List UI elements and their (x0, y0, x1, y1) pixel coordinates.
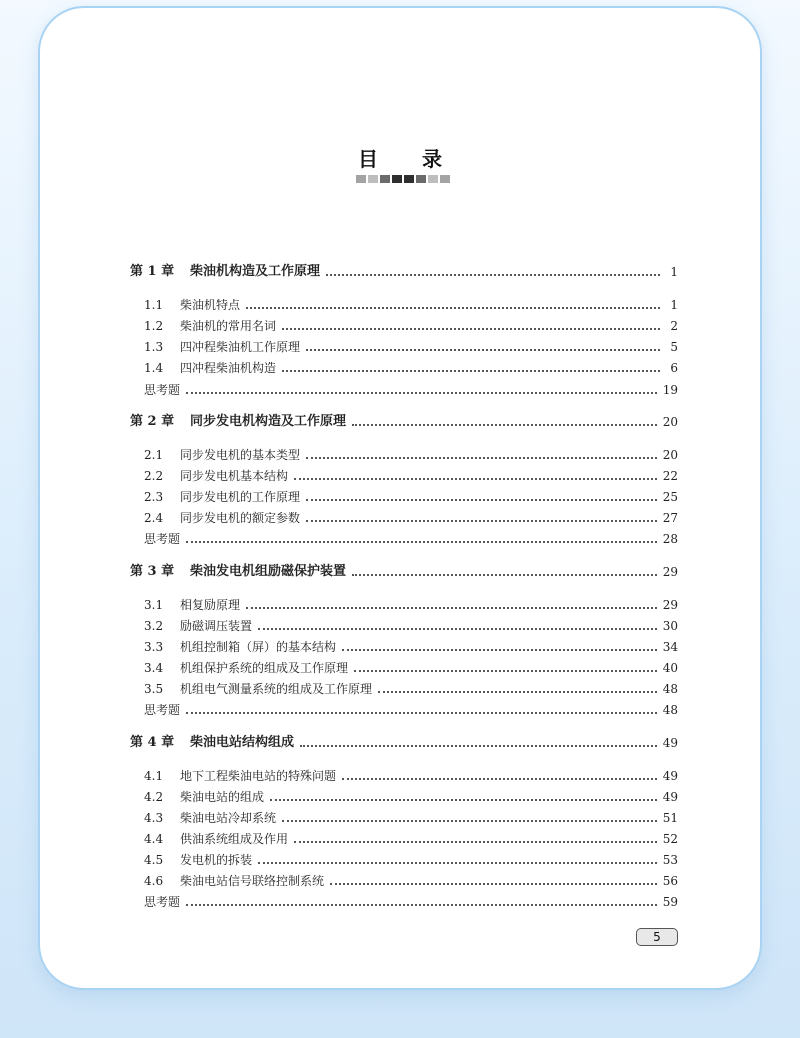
toc-section-row[interactable] (130, 848, 678, 868)
toc-section-row[interactable] (130, 335, 678, 355)
toc-section-row[interactable] (130, 443, 678, 463)
toc-entry-page: 29 (662, 598, 678, 612)
toc-dot-leader (186, 712, 657, 714)
toc-entry-title: 柴油机构造及工作原理 (190, 264, 321, 279)
toc-entry-number: 2.2 (144, 469, 164, 483)
toc-dot-leader (342, 778, 657, 780)
toc-entry-number: 第 4 章 (130, 735, 175, 750)
toc-entry-page: 49 (662, 790, 678, 804)
toc-entry-title: 同步发电机的工作原理 (180, 490, 301, 504)
toc-section-row[interactable] (130, 293, 678, 313)
toc-entry-page: 51 (662, 811, 678, 825)
toc-section-row[interactable] (130, 764, 678, 784)
toc-entry-number: 2.4 (144, 511, 164, 525)
toc-chapter-row[interactable] (130, 731, 678, 751)
toc-entry-number: 4.2 (144, 790, 164, 804)
toc-section-row[interactable] (130, 485, 678, 505)
toc-entry-number: 第 2 章 (130, 414, 175, 429)
toc-dot-leader (270, 799, 657, 801)
toc-entry-page: 48 (662, 703, 678, 717)
toc-section-row[interactable] (130, 593, 678, 613)
toc-entry-page: 56 (662, 874, 678, 888)
toc-entry-title: 柴油电站的组成 (180, 790, 265, 804)
toc-entry-title: 供油系统组成及作用 (180, 832, 289, 846)
toc-dot-leader (258, 628, 657, 630)
toc-entry-page: 1 (670, 298, 678, 312)
toc-entry-page: 20 (662, 448, 678, 462)
toc-entry-page: 5 (670, 340, 678, 354)
toc-section-row[interactable] (130, 356, 678, 376)
toc-entry-page: 49 (662, 736, 678, 750)
toc-entry-page: 19 (662, 383, 678, 397)
toc-section-row[interactable] (130, 656, 678, 676)
toc-chapter-row[interactable] (130, 560, 678, 580)
toc-entry-number: 3.3 (144, 640, 164, 654)
toc-entry-title: 思考题 (144, 895, 181, 909)
toc-entry-title: 相复励原理 (180, 598, 241, 612)
toc-dot-leader (306, 499, 657, 501)
toc-exercise-row[interactable] (130, 527, 678, 547)
toc-entry-title: 柴油电站信号联络控制系统 (180, 874, 325, 888)
toc-chapter-row[interactable] (130, 410, 678, 430)
toc-entry-number: 第 3 章 (130, 564, 175, 579)
toc-dot-leader (186, 541, 657, 543)
toc-dot-leader (282, 328, 660, 330)
toc-dot-leader (326, 274, 660, 276)
toc-entry-number: 4.3 (144, 811, 164, 825)
toc-entry-number: 1.4 (144, 361, 164, 375)
toc-dot-leader (246, 607, 657, 609)
toc-entry-page: 22 (662, 469, 678, 483)
toc-section-row[interactable] (130, 506, 678, 526)
toc-entry-page: 59 (662, 895, 678, 909)
toc-entry-page: 2 (670, 319, 678, 333)
toc-entry-page: 28 (662, 532, 678, 546)
toc-dot-leader (330, 883, 657, 885)
title-char-2: 录 (422, 147, 442, 171)
toc-entry-number: 3.5 (144, 682, 164, 696)
toc-entry-number: 1.3 (144, 340, 164, 354)
toc-entry-title: 机组电气测量系统的组成及工作原理 (180, 682, 373, 696)
page-number-badge: 5 (636, 928, 678, 946)
toc-entry-title: 思考题 (144, 383, 181, 397)
toc-entry-page: 40 (662, 661, 678, 675)
toc-entry-number: 4.1 (144, 769, 164, 783)
toc-dot-leader (282, 820, 657, 822)
toc-dot-leader (186, 904, 657, 906)
toc-section-row[interactable] (130, 314, 678, 334)
toc-dot-leader (352, 574, 657, 576)
toc-entry-number: 3.1 (144, 598, 164, 612)
toc-dot-leader (246, 307, 660, 309)
toc-entry-page: 27 (662, 511, 678, 525)
toc-entry-title: 思考题 (144, 703, 181, 717)
toc-entry-number: 4.5 (144, 853, 164, 867)
toc-entry-title: 四冲程柴油机构造 (180, 361, 277, 375)
toc-section-row[interactable] (130, 677, 678, 697)
toc-dot-leader (354, 670, 657, 672)
toc-dot-leader (352, 424, 657, 426)
title-ornament (356, 175, 450, 183)
toc-entry-page: 6 (670, 361, 678, 375)
toc-dot-leader (306, 457, 657, 459)
toc-entry-title: 同步发电机基本结构 (180, 469, 289, 483)
toc-dot-leader (306, 520, 657, 522)
toc-entry-number: 1.1 (144, 298, 164, 312)
toc-entry-number: 1.2 (144, 319, 164, 333)
toc-exercise-row[interactable] (130, 890, 678, 910)
toc-dot-leader (282, 370, 660, 372)
toc-entry-title: 机组保护系统的组成及工作原理 (180, 661, 349, 675)
toc-entry-title: 柴油机特点 (180, 298, 241, 312)
toc-entry-title: 柴油发电机组励磁保护装置 (190, 564, 347, 579)
toc-entry-title: 柴油电站冷却系统 (180, 811, 277, 825)
toc-entry-title: 机组控制箱（屏）的基本结构 (180, 640, 337, 654)
toc-dot-leader (306, 349, 660, 351)
title-char-1: 目 (358, 147, 378, 171)
toc-dot-leader (294, 841, 657, 843)
toc-dot-leader (294, 478, 657, 480)
toc-section-row[interactable] (130, 806, 678, 826)
toc-dot-leader (342, 649, 657, 651)
toc-entry-number: 3.2 (144, 619, 164, 633)
toc-section-row[interactable] (130, 614, 678, 634)
toc-entry-number: 4.4 (144, 832, 164, 846)
toc-entry-page: 48 (662, 682, 678, 696)
toc-dot-leader (258, 862, 657, 864)
toc-entry-page: 25 (662, 490, 678, 504)
toc-entry-title: 同步发电机构造及工作原理 (190, 414, 347, 429)
toc-entry-title: 同步发电机的基本类型 (180, 448, 301, 462)
toc-entry-title: 地下工程柴油电站的特殊问题 (180, 769, 337, 783)
toc-exercise-row[interactable] (130, 698, 678, 718)
toc-entry-number: 3.4 (144, 661, 164, 675)
toc-entry-number: 2.3 (144, 490, 164, 504)
toc-entry-page: 49 (662, 769, 678, 783)
toc-section-row[interactable] (130, 869, 678, 889)
toc-entry-title: 柴油机的常用名词 (180, 319, 277, 333)
toc-entry-title: 发电机的拆装 (180, 853, 253, 867)
toc-entry-title: 四冲程柴油机工作原理 (180, 340, 301, 354)
toc-entry-number: 第 1 章 (130, 264, 175, 279)
toc-entry-title: 思考题 (144, 532, 181, 546)
toc-section-row[interactable] (130, 785, 678, 805)
toc-entry-title: 励磁调压装置 (180, 619, 253, 633)
toc-entry-title: 同步发电机的额定参数 (180, 511, 301, 525)
toc-exercise-row[interactable] (130, 378, 678, 398)
toc-dot-leader (186, 392, 657, 394)
toc-entry-page: 30 (662, 619, 678, 633)
page-title (0, 143, 800, 172)
toc-section-row[interactable] (130, 635, 678, 655)
toc-entry-number: 2.1 (144, 448, 164, 462)
toc-section-row[interactable] (130, 464, 678, 484)
toc-entry-page: 29 (662, 565, 678, 579)
toc-entry-page: 1 (670, 265, 678, 279)
toc-entry-page: 20 (662, 415, 678, 429)
toc-entry-page: 34 (662, 640, 678, 654)
toc-section-row[interactable] (130, 827, 678, 847)
toc-entry-page: 53 (662, 853, 678, 867)
toc-entry-title: 柴油电站结构组成 (190, 735, 295, 750)
toc-dot-leader (378, 691, 657, 693)
toc-chapter-row[interactable] (130, 260, 678, 280)
toc-dot-leader (300, 745, 657, 747)
toc-entry-page: 52 (662, 832, 678, 846)
toc-entry-number: 4.6 (144, 874, 164, 888)
